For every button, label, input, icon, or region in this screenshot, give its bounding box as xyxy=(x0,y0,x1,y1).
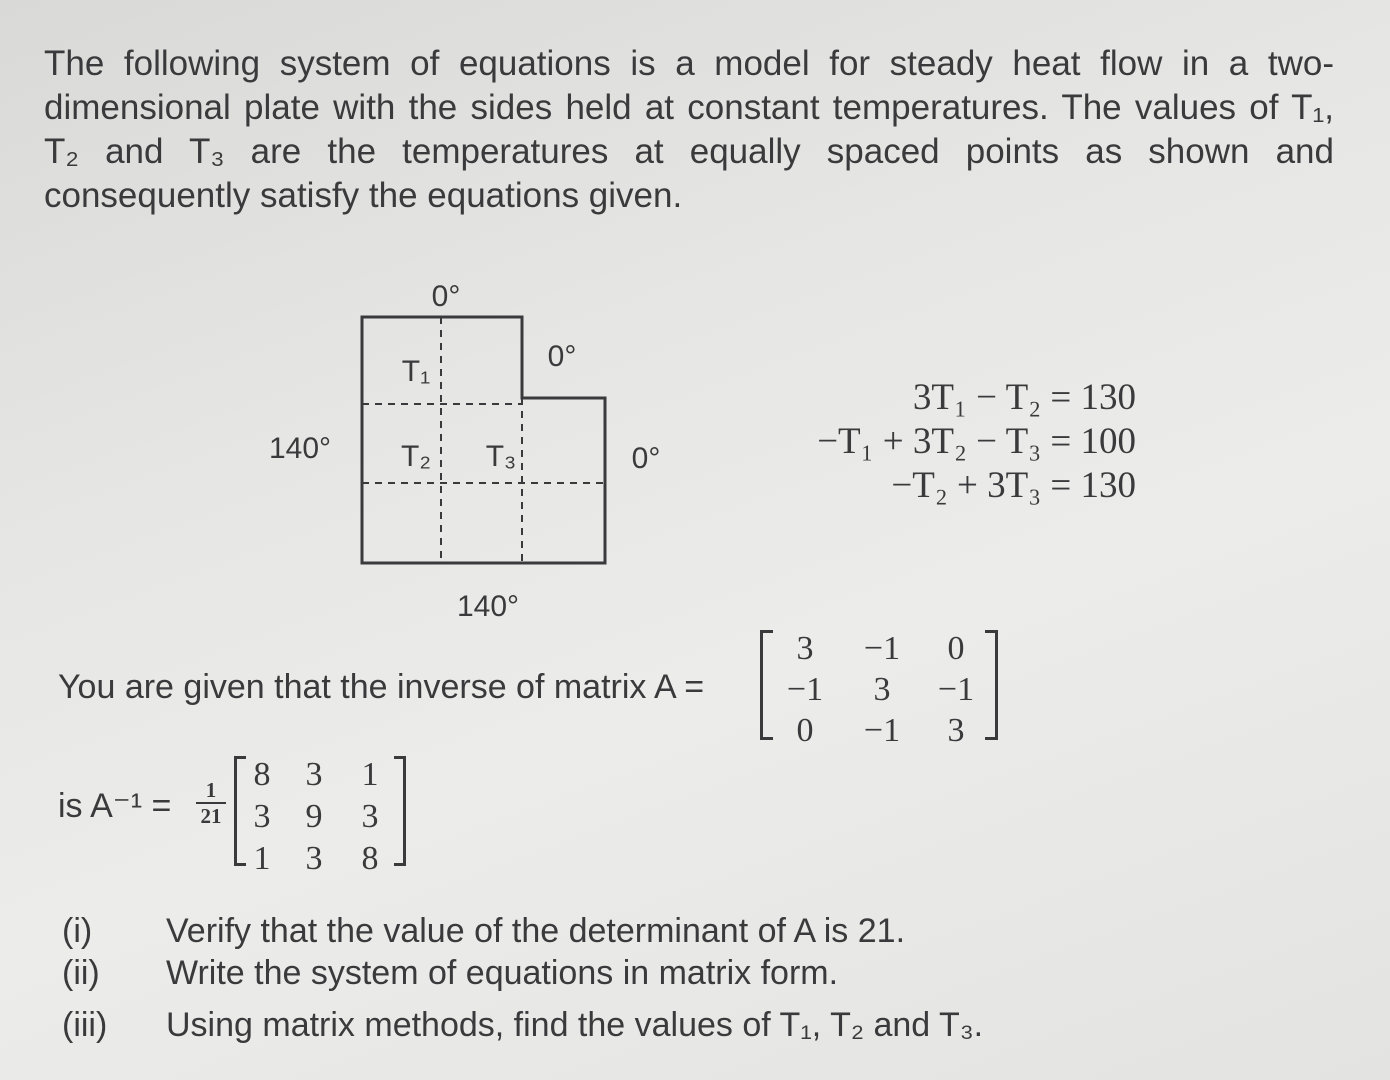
equation-1: 3T₁ − T₂ = 130 xyxy=(912,377,1136,418)
label-upper-right-temp: 0° xyxy=(547,340,577,373)
heat-plate-diagram xyxy=(250,270,690,630)
question-number: (i) xyxy=(62,912,93,950)
matrix-inverse-cell: 8 xyxy=(253,756,271,793)
matrix-a-cell: 3 xyxy=(873,671,891,708)
matrix-a-cell: 0 xyxy=(947,630,965,667)
fraction-one-over-21 xyxy=(196,778,226,828)
matrix-a-cell: −1 xyxy=(863,712,901,749)
matrix-inverse-cell: 3 xyxy=(361,798,379,835)
matrix-a-right-bracket xyxy=(985,630,998,740)
matrix-a-cell: 0 xyxy=(796,712,814,749)
matrix-inverse-cell: 8 xyxy=(361,840,379,877)
matrix-inverse-cell: 9 xyxy=(305,798,323,835)
question-number: (ii) xyxy=(62,954,100,992)
label-right-temp: 0° xyxy=(631,442,661,475)
label-bottom-temp: 140° xyxy=(456,590,520,623)
matrix-inverse-grid xyxy=(240,756,396,882)
question-text: Using matrix methods, find the values of T₁, T₂ and T₃. xyxy=(166,1006,984,1044)
matrix-a-left-bracket xyxy=(760,630,773,740)
matrix-a-cell: −1 xyxy=(863,630,901,667)
point-t2: T₂ xyxy=(401,440,431,473)
inverse-prefix: is A⁻¹ = xyxy=(58,787,172,825)
matrix-inverse-cell: 1 xyxy=(361,756,379,793)
matrix-inverse-cell: 3 xyxy=(305,840,323,877)
equation-2: −T₁ + 3T₂ − T₃ = 100 xyxy=(817,421,1136,462)
matrix-a-cell: −1 xyxy=(786,671,824,708)
matrix-a-cell: 3 xyxy=(796,630,814,667)
matrix-inverse xyxy=(234,756,406,877)
point-t1: T₁ xyxy=(401,355,431,388)
matrix-a xyxy=(760,630,998,749)
question-text: Verify that the value of the determinant of A is 21. xyxy=(166,912,906,950)
problem-intro: The following system of equations is a model for steady heat flow in a two-dimensional plate with the sides held at constant temperatures. The values of T₁, T₂ and T₃ are the temperatures at equally spaced points as shown and consequently satisfy the equations given. xyxy=(44,44,1334,215)
label-top-temp: 0° xyxy=(431,280,461,313)
question-number: (iii) xyxy=(62,1006,108,1044)
fraction-numerator: 1 xyxy=(205,778,217,802)
matrix-a-grid xyxy=(774,630,984,753)
matrix-a-cell: 3 xyxy=(947,712,965,749)
matrix-inverse-cell: 3 xyxy=(253,798,271,835)
matrix-a-cell: −1 xyxy=(937,671,975,708)
matrix-inverse-cell: 1 xyxy=(253,840,271,877)
equation-3: −T₂ + 3T₃ = 130 xyxy=(891,465,1136,506)
matrix-inverse-cell: 3 xyxy=(305,756,323,793)
given-statement: You are given that the inverse of matrix A = xyxy=(58,668,705,706)
label-left-temp: 140° xyxy=(268,432,332,465)
fraction-denominator: 21 xyxy=(196,802,226,828)
point-t3: T₃ xyxy=(485,440,517,473)
question-text: Write the system of equations in matrix form. xyxy=(166,954,839,992)
